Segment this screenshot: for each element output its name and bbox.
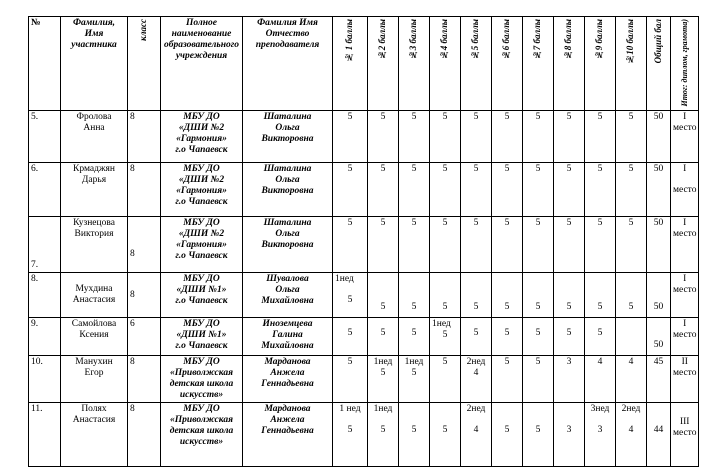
result-award: I место	[671, 273, 699, 318]
score-cell: 3	[554, 403, 585, 467]
score-cell: 5	[333, 356, 368, 403]
score-cell: 5	[461, 318, 492, 356]
score-cell: 5	[523, 217, 554, 273]
score-cell: 5	[492, 273, 523, 318]
score-cell: 5	[523, 318, 554, 356]
teacher-name: Шаталина Ольга Викторовна	[243, 111, 333, 163]
score-cell: 5	[461, 273, 492, 318]
row-num: 8.	[29, 273, 61, 318]
score-cell: 5	[523, 273, 554, 318]
score-cell: 1нед 5	[333, 273, 368, 318]
total-score: 50	[647, 217, 671, 273]
score-cell: 5	[461, 163, 492, 217]
row-num: 9.	[29, 318, 61, 356]
header-result: Итог: диплом, грамота)	[671, 17, 699, 111]
header-score-7: №7 баллы	[523, 17, 554, 111]
participant-grade: 8	[128, 403, 161, 467]
header-teacher: Фамилия Имя Отчество преподавателя	[243, 17, 333, 111]
header-name: Фамилия, Имя участника	[61, 17, 128, 111]
score-cell: 1нед 5	[368, 356, 399, 403]
teacher-name: Иноземцева Галина Михайловна	[243, 318, 333, 356]
score-cell: 1нед 5	[430, 318, 461, 356]
header-score-8: №8 баллы	[554, 17, 585, 111]
score-cell: 5	[554, 163, 585, 217]
score-cell: 2нед 4	[461, 403, 492, 467]
participant-name: Мухдина Анастасия	[61, 273, 128, 318]
score-cell: 5	[492, 403, 523, 467]
school-name: МБУ ДО «ДШИ №2 «Гармония» г.о Чапаевск	[161, 163, 243, 217]
header-total: Общий бал	[647, 17, 671, 111]
score-cell: 5	[368, 273, 399, 318]
header-score-9: №9 баллы	[585, 17, 616, 111]
score-cell: 1 нед 5	[333, 403, 368, 467]
result-award: I место	[671, 217, 699, 273]
school-name: МБУ ДО «ДШИ №1» г.о Чапаевск	[161, 318, 243, 356]
score-cell: 5	[492, 111, 523, 163]
score-cell: 5	[399, 111, 430, 163]
score-cell: 5	[523, 403, 554, 467]
header-score-10: №10 баллы	[616, 17, 647, 111]
result-award: III место	[671, 403, 699, 467]
score-cell: 5	[430, 403, 461, 467]
teacher-name: Шаталина Ольга Викторовна	[243, 217, 333, 273]
table-row	[29, 356, 699, 403]
score-note: 2нед	[466, 404, 486, 415]
score-cell: 5	[585, 318, 616, 356]
score-cell: 5	[430, 163, 461, 217]
table-row	[29, 318, 699, 356]
score-cell: 5	[430, 217, 461, 273]
score-cell: 5	[333, 163, 368, 217]
row-num: 10.	[29, 356, 61, 403]
score-note: 2нед	[466, 357, 486, 368]
school-name: МБУ ДО «Приволжская детская школа искусств»	[161, 403, 243, 467]
score-cell: 5	[585, 273, 616, 318]
score-cell: 5	[616, 217, 647, 273]
total-score: 50	[647, 273, 671, 318]
teacher-name: Шаталина Ольга Викторовна	[243, 163, 333, 217]
participant-name: Кузнецова Виктория	[61, 217, 128, 273]
header-score-1: № 1 баллы	[333, 17, 368, 111]
score-cell: 5	[333, 111, 368, 163]
score-cell: 5	[492, 163, 523, 217]
table-row	[29, 163, 699, 217]
score-cell: 5	[523, 163, 554, 217]
header-score-4: №4 баллы	[430, 17, 461, 111]
result-award: I место	[671, 163, 699, 217]
score-cell: 5	[430, 356, 461, 403]
score-cell: 3нед 3	[585, 403, 616, 467]
participant-grade: 8	[128, 111, 161, 163]
row-num: 5.	[29, 111, 61, 163]
score-note: 1нед	[432, 319, 451, 330]
score-cell: 5	[368, 111, 399, 163]
header-score-3: №3 баллы	[399, 17, 430, 111]
header-score-2: №2 баллы	[368, 17, 399, 111]
score-cell: 5	[399, 163, 430, 217]
score-cell: 5	[461, 217, 492, 273]
participant-name: Манухин Егор	[61, 356, 128, 403]
participant-grade: 8	[128, 163, 161, 217]
score-cell: 5	[523, 111, 554, 163]
header-score-5: №5 баллы	[461, 17, 492, 111]
total-score: 50	[647, 163, 671, 217]
score-cell: 5	[461, 111, 492, 163]
score-cell: 5	[492, 217, 523, 273]
score-cell: 2нед 4	[616, 403, 647, 467]
score-cell: 4	[585, 356, 616, 403]
score-cell: 5	[333, 318, 368, 356]
score-note: 1нед	[373, 404, 393, 415]
score-cell	[616, 318, 647, 356]
score-cell: 5	[333, 217, 368, 273]
score-cell: 5	[554, 217, 585, 273]
score-cell: 5	[430, 111, 461, 163]
score-cell: 5	[585, 111, 616, 163]
score-cell: 5	[554, 318, 585, 356]
header-row	[29, 17, 699, 111]
header-school: Полное наименование образовательного учреждения	[161, 17, 243, 111]
school-name: МБУ ДО «ДШИ №2 «Гармония» г.о Чапаевск	[161, 217, 243, 273]
score-cell: 5	[616, 273, 647, 318]
row-num: 7.	[29, 217, 61, 273]
score-cell: 5	[492, 318, 523, 356]
participant-name: Фролова Анна	[61, 111, 128, 163]
total-score: 45	[647, 356, 671, 403]
score-cell: 5	[585, 217, 616, 273]
score-note: 3нед	[590, 404, 610, 415]
score-cell: 5	[616, 111, 647, 163]
teacher-name: Марданова Анжела Геннадьевна	[243, 403, 333, 467]
score-cell: 5	[585, 163, 616, 217]
table-row	[29, 273, 699, 318]
result-award: I место	[671, 111, 699, 163]
score-note: 1нед	[404, 357, 424, 368]
score-cell: 1нед 5	[368, 403, 399, 467]
score-cell: 5	[616, 163, 647, 217]
participant-grade: 6	[128, 318, 161, 356]
table-row	[29, 217, 699, 273]
score-cell: 2нед 4	[461, 356, 492, 403]
score-cell: 5	[399, 318, 430, 356]
teacher-name: Шувалова Ольга Михайловна	[243, 273, 333, 318]
header-num: №	[29, 17, 61, 111]
score-cell: 5	[492, 356, 523, 403]
score-cell: 3	[554, 356, 585, 403]
score-cell: 5	[430, 273, 461, 318]
score-cell: 5	[368, 163, 399, 217]
school-name: МБУ ДО «Приволжская детская школа искусств»	[161, 356, 243, 403]
score-cell: 1нед 5	[399, 356, 430, 403]
result-award: II место	[671, 356, 699, 403]
score-note: 1 нед	[339, 404, 361, 415]
results-table	[28, 16, 699, 467]
participant-name: Полях Анастасия	[61, 403, 128, 467]
row-num: 11.	[29, 403, 61, 467]
school-name: МБУ ДО «ДШИ №1» г.о Чапаевск	[161, 273, 243, 318]
score-cell: 5	[368, 318, 399, 356]
row-num: 6.	[29, 163, 61, 217]
participant-grade: 8	[128, 273, 161, 318]
school-name: МБУ ДО «ДШИ №2 «Гармония» г.о Чапаевск	[161, 111, 243, 163]
score-cell: 5	[554, 111, 585, 163]
total-score: 44	[647, 403, 671, 467]
score-note: 1нед	[335, 274, 354, 285]
score-cell: 5	[523, 356, 554, 403]
score-note: 1нед	[373, 357, 393, 368]
participant-name: Самойлова Ксения	[61, 318, 128, 356]
header-grade: класс	[128, 17, 161, 111]
score-cell: 5	[399, 273, 430, 318]
participant-name: Крмаджян Дарья	[61, 163, 128, 217]
header-score-6: №6 баллы	[492, 17, 523, 111]
total-score: 50	[647, 318, 671, 356]
table-row	[29, 403, 699, 467]
score-cell: 5	[554, 273, 585, 318]
participant-grade: 8	[128, 217, 161, 273]
table-row	[29, 111, 699, 163]
participant-grade: 8	[128, 356, 161, 403]
teacher-name: Марданова Анжела Геннадьевна	[243, 356, 333, 403]
total-score: 50	[647, 111, 671, 163]
score-cell: 5	[368, 217, 399, 273]
score-note: 2нед	[621, 404, 641, 415]
score-cell: 4	[616, 356, 647, 403]
score-cell: 5	[399, 217, 430, 273]
score-cell: 5	[399, 403, 430, 467]
result-award: I место	[671, 318, 699, 356]
